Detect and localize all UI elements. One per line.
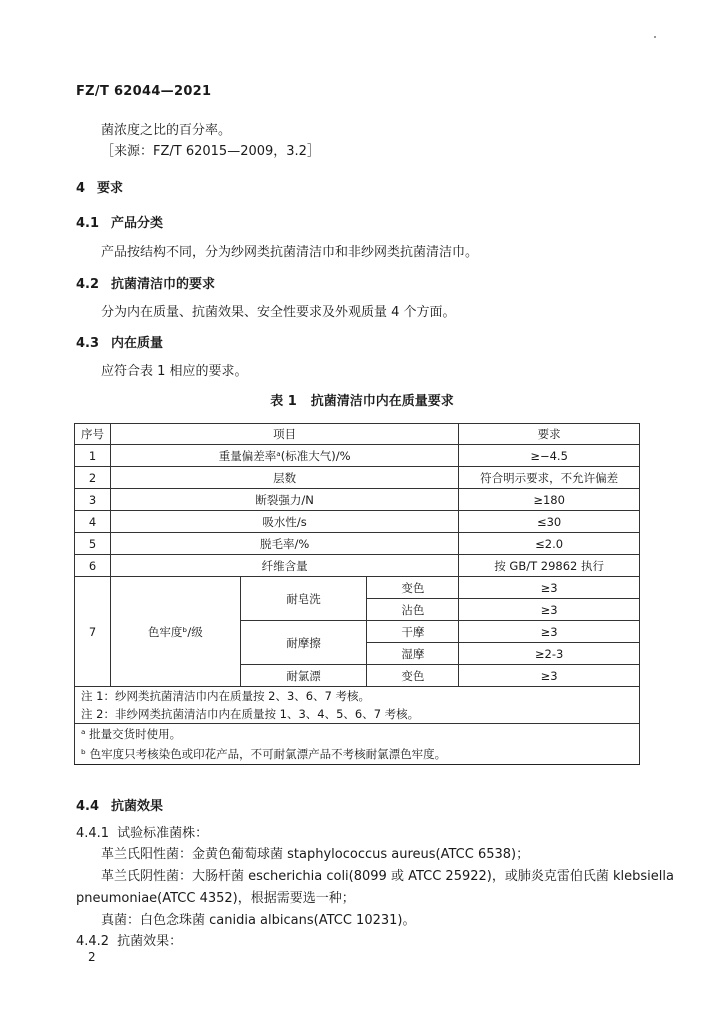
row-requirement: ≤2.0 bbox=[459, 533, 640, 555]
row-no: 3 bbox=[75, 489, 111, 511]
table-note: 注 2：非纱网类抗菌清洁巾内在质量按 1、3、4、5、6、7 考核。 bbox=[75, 705, 640, 724]
section-title: 内在质量 bbox=[111, 336, 164, 351]
section-4-2-body: 分为内在质量、抗菌效果、安全性要求及外观质量 4 个方面。 bbox=[101, 305, 456, 320]
subitem-name: 沾色 bbox=[367, 599, 459, 621]
row-item: 断裂强力/N bbox=[110, 489, 458, 511]
row-item: 脱毛率/% bbox=[110, 533, 458, 555]
section-number: 4.1 bbox=[76, 216, 100, 231]
row-item: 纤维含量 bbox=[110, 555, 458, 577]
subitem-name: 干摩 bbox=[367, 621, 459, 643]
strain-line: 真菌：白色念珠菌 canidia albicans(ATCC 10231)。 bbox=[101, 913, 416, 928]
table-caption bbox=[0, 390, 724, 409]
section-title: 抗菌效果 bbox=[111, 799, 164, 814]
section-4-4-2-heading bbox=[76, 930, 182, 949]
section-number: 4.3 bbox=[76, 336, 100, 351]
table-note: 注 1：纱网类抗菌清洁巾内在质量按 2、3、6、7 考核。 bbox=[75, 687, 640, 706]
row-item: 重量偏差率ᵃ(标准大气)/% bbox=[110, 445, 458, 467]
section-4-4-1-heading bbox=[76, 822, 208, 841]
subgroup-name: 耐皂洗 bbox=[240, 577, 367, 621]
table-footnote: ᵃ 批量交货时使用。 bbox=[75, 724, 640, 745]
header-requirement: 要求 bbox=[459, 424, 640, 445]
row-no: 1 bbox=[75, 445, 111, 467]
table-footnote-row bbox=[75, 744, 640, 765]
table-row bbox=[75, 467, 640, 489]
table-row bbox=[75, 577, 640, 599]
section-4-1-body: 产品按结构不同，分为纱网类抗菌清洁巾和非纱网类抗菌清洁巾。 bbox=[101, 245, 479, 260]
quality-requirements-table bbox=[74, 423, 640, 765]
row-item: 吸水性/s bbox=[110, 511, 458, 533]
section-title: 试验标准菌株： bbox=[117, 826, 209, 841]
section-4-2-heading bbox=[76, 273, 215, 292]
section-title: 抗菌清洁巾的要求 bbox=[111, 277, 216, 292]
section-number: 4 bbox=[76, 181, 86, 196]
section-number: 4.4.1 bbox=[76, 826, 110, 841]
table-header-row bbox=[75, 424, 640, 445]
row-requirement: ≥−4.5 bbox=[459, 445, 640, 467]
header-no: 序号 bbox=[75, 424, 111, 445]
section-number: 4.4.2 bbox=[76, 934, 110, 949]
subitem-name: 变色 bbox=[367, 665, 459, 687]
row-requirement: ≥2-3 bbox=[459, 643, 640, 665]
row-requirement: ≤30 bbox=[459, 511, 640, 533]
page-number: 2 bbox=[88, 950, 96, 964]
row-no: 6 bbox=[75, 555, 111, 577]
header-item: 项目 bbox=[110, 424, 458, 445]
table-row bbox=[75, 533, 640, 555]
scan-speck bbox=[654, 36, 656, 38]
intro-line-1: 菌浓度之比的百分率。 bbox=[101, 123, 232, 138]
table-footnote: ᵇ 色牢度只考核染色或印花产品，不可耐氯漂产品不考核耐氯漂色牢度。 bbox=[75, 744, 640, 765]
strain-line: 革兰氏阳性菌：金黄色葡萄球菌 staphylococcus aureus(ATCC 6538)； bbox=[101, 847, 530, 862]
section-4-3-heading bbox=[76, 332, 163, 351]
intro-source: ［来源：FZ/T 62015—2009，3.2］ bbox=[101, 144, 320, 159]
row-requirement: ≥180 bbox=[459, 489, 640, 511]
section-title: 要求 bbox=[97, 181, 124, 196]
section-number: 4.4 bbox=[76, 799, 100, 814]
table-footnote-row bbox=[75, 724, 640, 745]
row-item: 层数 bbox=[110, 467, 458, 489]
subgroup-name: 耐摩擦 bbox=[240, 621, 367, 665]
row-requirement: ≥3 bbox=[459, 621, 640, 643]
table-note-row bbox=[75, 687, 640, 706]
row-no: 7 bbox=[75, 577, 111, 687]
section-4-1-heading bbox=[76, 212, 163, 231]
section-title: 抗菌效果： bbox=[117, 934, 183, 949]
row-requirement: 按 GB/T 29862 执行 bbox=[459, 555, 640, 577]
row-requirement: ≥3 bbox=[459, 577, 640, 599]
strain-line: pneumoniae(ATCC 4352)，根据需要选一种； bbox=[76, 891, 355, 906]
table-caption-title: 抗菌清洁巾内在质量要求 bbox=[310, 394, 454, 409]
section-number: 4.2 bbox=[76, 277, 100, 292]
table-note-row bbox=[75, 705, 640, 724]
subgroup-name: 耐氯漂 bbox=[240, 665, 367, 687]
table-caption-number: 表 1 bbox=[270, 394, 297, 409]
table-row bbox=[75, 489, 640, 511]
strain-line: 革兰氏阴性菌：大肠杆菌 escherichia coli(8099 或 ATCC 25922)，或肺炎克雷伯氏菌 klebsiella bbox=[101, 869, 674, 884]
section-title: 产品分类 bbox=[111, 216, 164, 231]
row-requirement: ≥3 bbox=[459, 665, 640, 687]
standard-header: FZ/T 62044—2021 bbox=[76, 84, 212, 99]
row-no: 2 bbox=[75, 467, 111, 489]
section-4-heading bbox=[76, 177, 123, 196]
row-item: 色牢度ᵇ/级 bbox=[110, 577, 240, 687]
row-requirement: ≥3 bbox=[459, 599, 640, 621]
table-row bbox=[75, 511, 640, 533]
section-4-4-heading bbox=[76, 795, 163, 814]
table-row bbox=[75, 445, 640, 467]
table-row bbox=[75, 555, 640, 577]
section-4-3-body: 应符合表 1 相应的要求。 bbox=[101, 364, 248, 379]
subitem-name: 变色 bbox=[367, 577, 459, 599]
row-no: 4 bbox=[75, 511, 111, 533]
subitem-name: 湿摩 bbox=[367, 643, 459, 665]
row-requirement: 符合明示要求，不允许偏差 bbox=[459, 467, 640, 489]
row-no: 5 bbox=[75, 533, 111, 555]
